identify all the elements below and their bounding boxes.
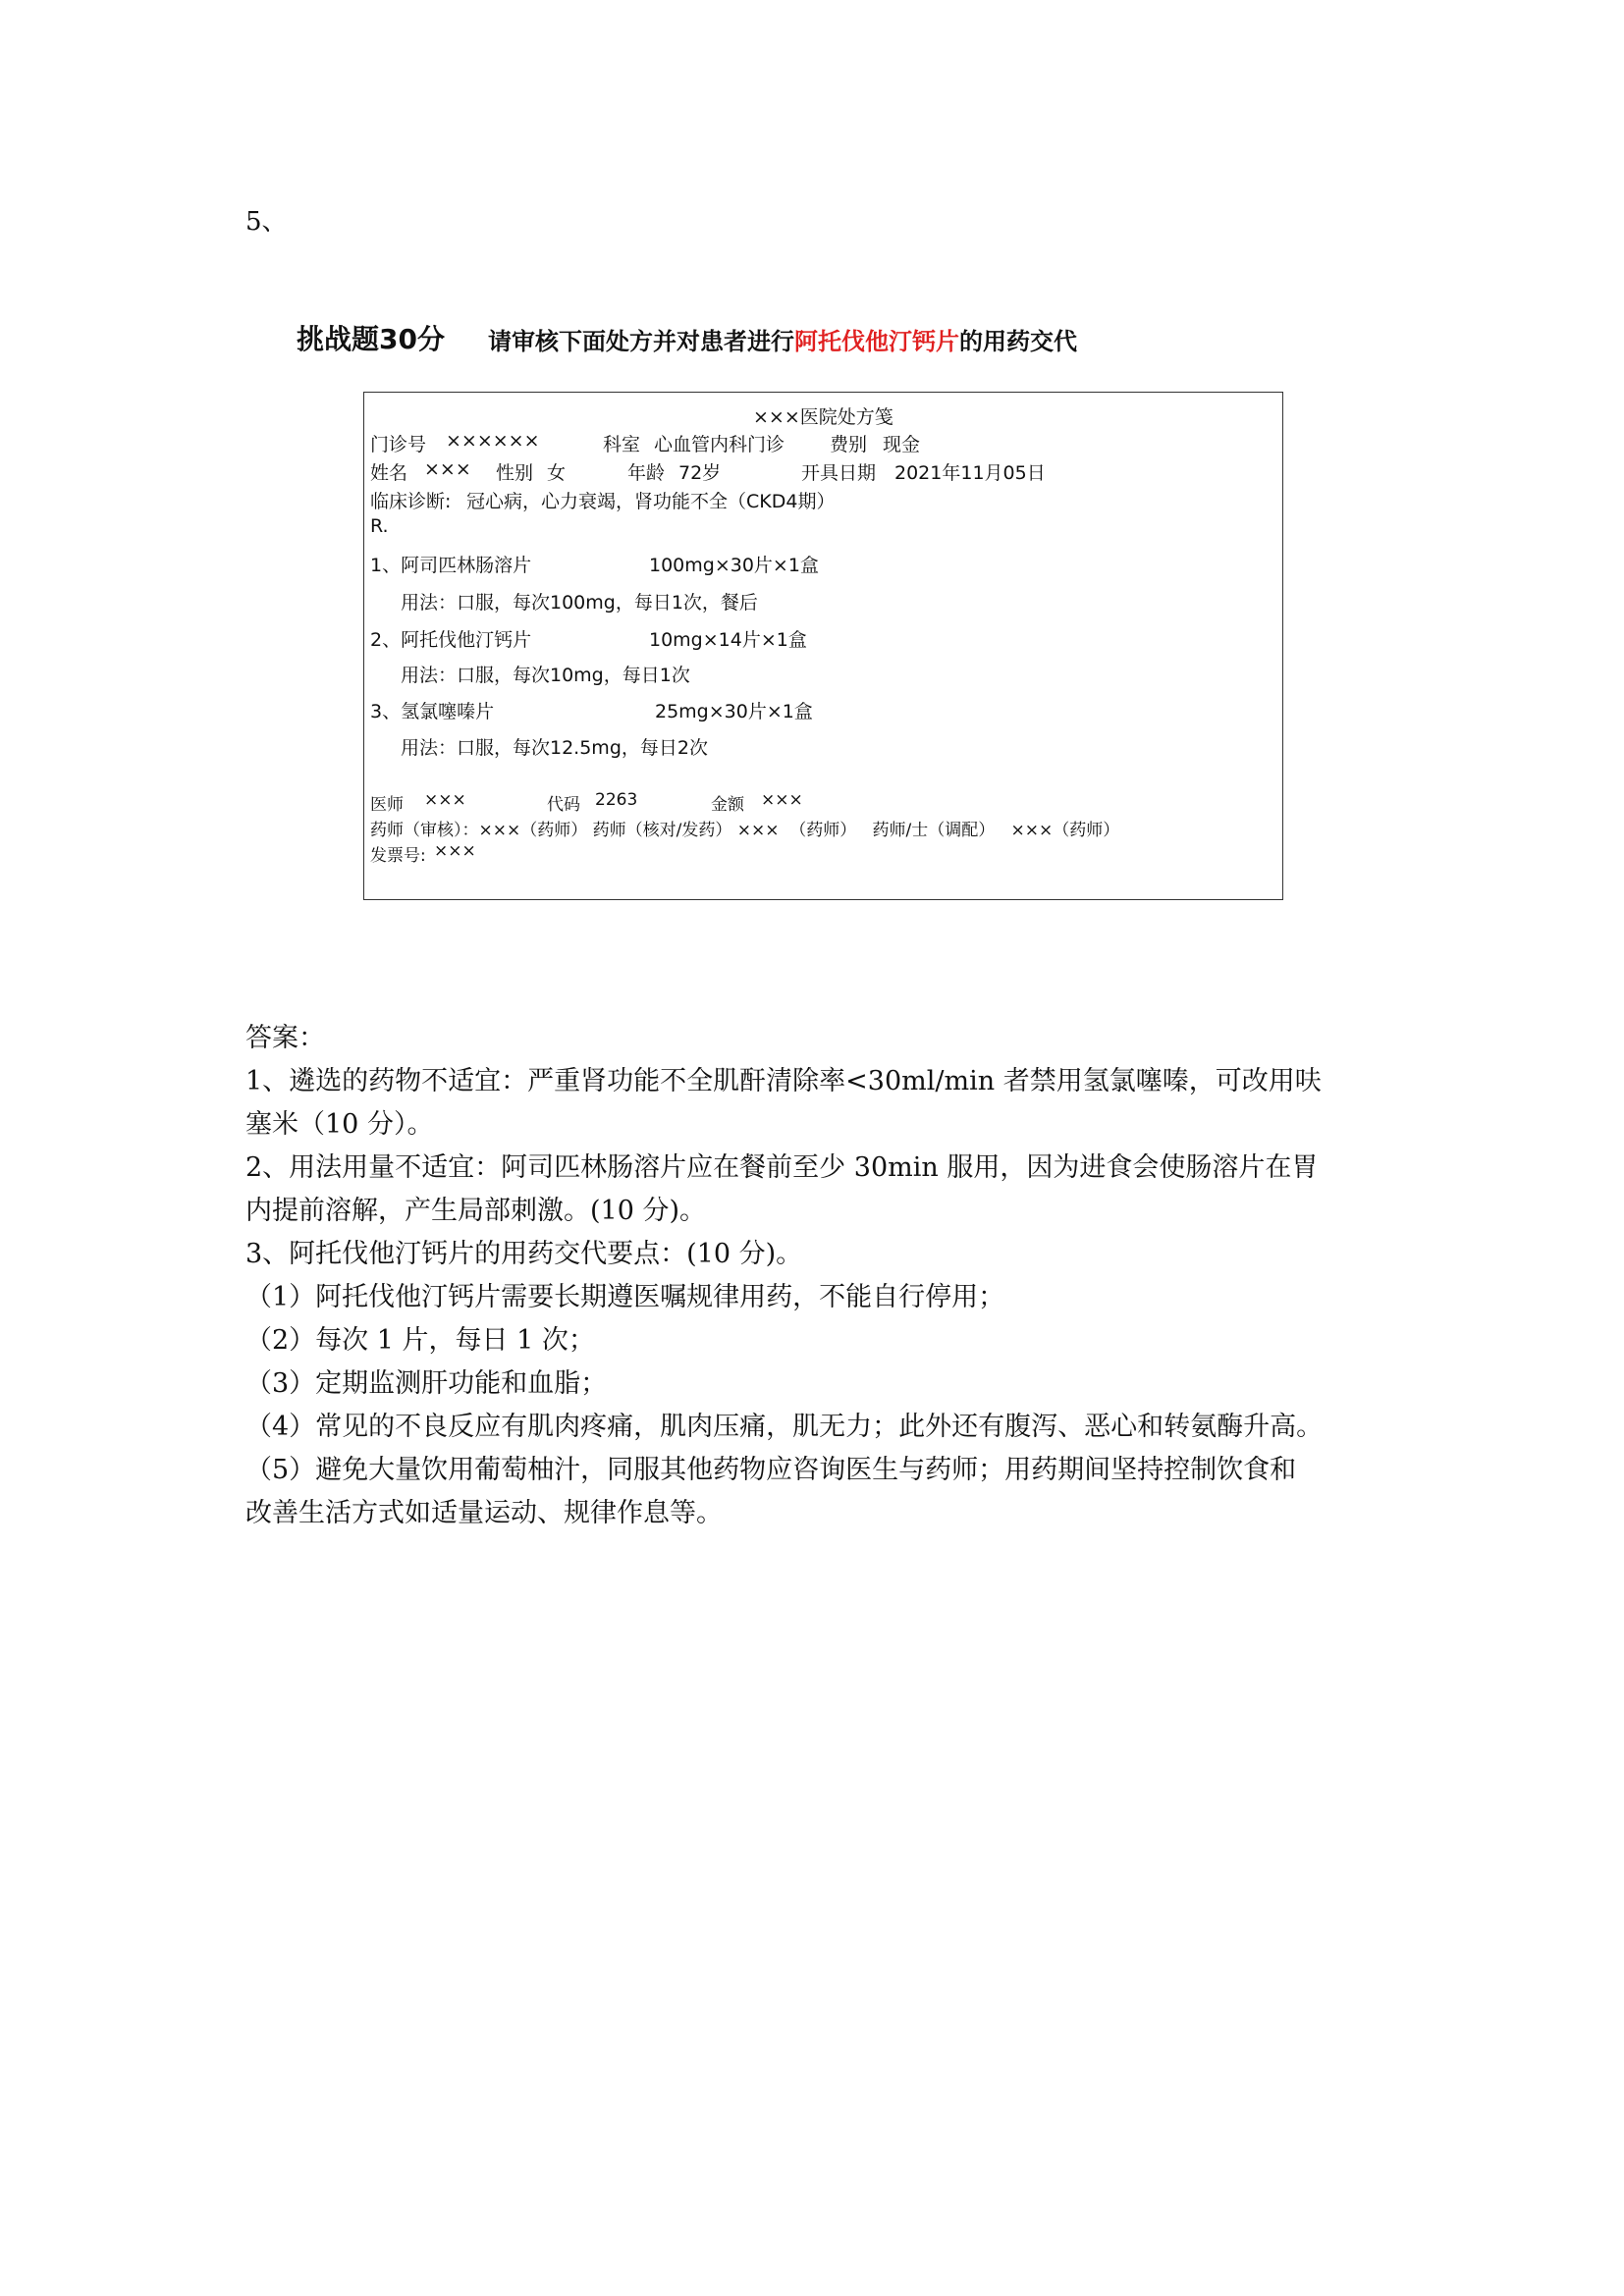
instruction-after: 的用药交代 — [959, 328, 1077, 355]
invoice: ××× — [434, 841, 476, 861]
clinic-no-label: 门诊号 — [370, 434, 427, 455]
fee-label: 费别 — [830, 434, 868, 455]
answer-line: 2、用法用量不适宜：阿司匹林肠溶片应在餐前至少 30min 服用，因为进食会使肠溶片在胃 — [245, 1152, 1319, 1183]
drug-usage: 用法：口服，每次10mg，每日1次 — [401, 665, 690, 686]
code-label: 代码 — [547, 795, 580, 815]
rp-symbol: R. — [370, 515, 389, 537]
drug-name: 2、阿托伐他汀钙片 — [370, 629, 532, 651]
sex-label: 性别 — [496, 462, 534, 484]
patient-name: ××× — [424, 458, 471, 480]
date-label: 开具日期 — [801, 462, 877, 484]
drug-usage: 用法：口服，每次12.5mg，每日2次 — [401, 737, 708, 759]
answer-line: （3）定期监测肝功能和血脂； — [245, 1368, 608, 1399]
drug-name: 3、氢氯噻嗪片 — [370, 701, 495, 722]
amount: ××× — [761, 790, 803, 810]
instruction-before: 请审核下面处方并对患者进行 — [488, 328, 794, 355]
fee: 现金 — [883, 434, 921, 455]
answer-line: 3、阿托伐他汀钙片的用药交代要点：(10 分)。 — [245, 1239, 803, 1269]
prescription-form — [363, 392, 1283, 900]
answer-line: 改善生活方式如适量运动、规律作息等。 — [245, 1498, 723, 1528]
instruction-drug-highlight: 阿托伐他汀钙片 — [794, 328, 959, 355]
answer-line: （5）避免大量饮用葡萄柚汁，同服其他药物应咨询医生与药师；用药期间坚持控制饮食和 — [245, 1455, 1297, 1485]
answer-title: 答案： — [245, 1023, 325, 1053]
date: 2021年11月05日 — [894, 462, 1046, 484]
amount-label: 金额 — [711, 795, 744, 815]
invoice-label: 发票号: — [370, 846, 426, 866]
answer-line: 塞米（10 分）。 — [245, 1109, 434, 1140]
drug-spec: 100mg×30片×1盒 — [649, 555, 819, 576]
answer-line: 1、遴选的药物不适宜：严重肾功能不全肌酐清除率<30ml/min 者禁用氢氯噻嗪，可改用呋 — [245, 1066, 1322, 1096]
answer-line: 内提前溶解，产生局部刺激。(10 分)。 — [245, 1196, 707, 1226]
pharmacist-line: 药师（审核）：×××（药师） 药师（核对/发药） ××× （药师） 药师/士（调配） ×××（药师） — [370, 821, 1120, 840]
name-label: 姓名 — [370, 462, 408, 484]
drug-name: 1、阿司匹林肠溶片 — [370, 555, 532, 576]
clinic-no: ×××××× — [446, 430, 540, 452]
sex: 女 — [547, 462, 567, 484]
instruction — [488, 322, 1077, 356]
diagnosis-label: 临床诊断: — [370, 491, 452, 512]
prescription-title: ×××医院处方笺 — [753, 406, 893, 428]
doctor-label: 医师 — [370, 795, 404, 815]
diagnosis: 冠心病，心力衰竭，肾功能不全（CKD4期） — [466, 491, 836, 512]
drug-usage: 用法：口服，每次100mg，每日1次，餐后 — [401, 592, 758, 614]
dept-label: 科室 — [603, 434, 641, 455]
question-number: 5、 — [245, 207, 288, 237]
age-label: 年龄 — [627, 462, 666, 484]
code: 2263 — [595, 790, 638, 810]
answer-line: （4）常见的不良反应有肌肉疼痛，肌肉压痛，肌无力；此外还有腹泻、恶心和转氨酶升高。 — [245, 1412, 1324, 1442]
answer-line: （1）阿托伐他汀钙片需要长期遵医嘱规律用药，不能自行停用； — [245, 1282, 1005, 1312]
doctor: ××× — [424, 790, 466, 810]
drug-spec: 25mg×30片×1盒 — [655, 701, 813, 722]
dept: 心血管内科门诊 — [654, 434, 785, 455]
answer-line: （2）每次 1 片，每日 1 次； — [245, 1325, 595, 1356]
drug-spec: 10mg×14片×1盒 — [649, 629, 807, 651]
challenge-label: 挑战题30分 — [297, 323, 445, 355]
age: 72岁 — [678, 462, 722, 484]
